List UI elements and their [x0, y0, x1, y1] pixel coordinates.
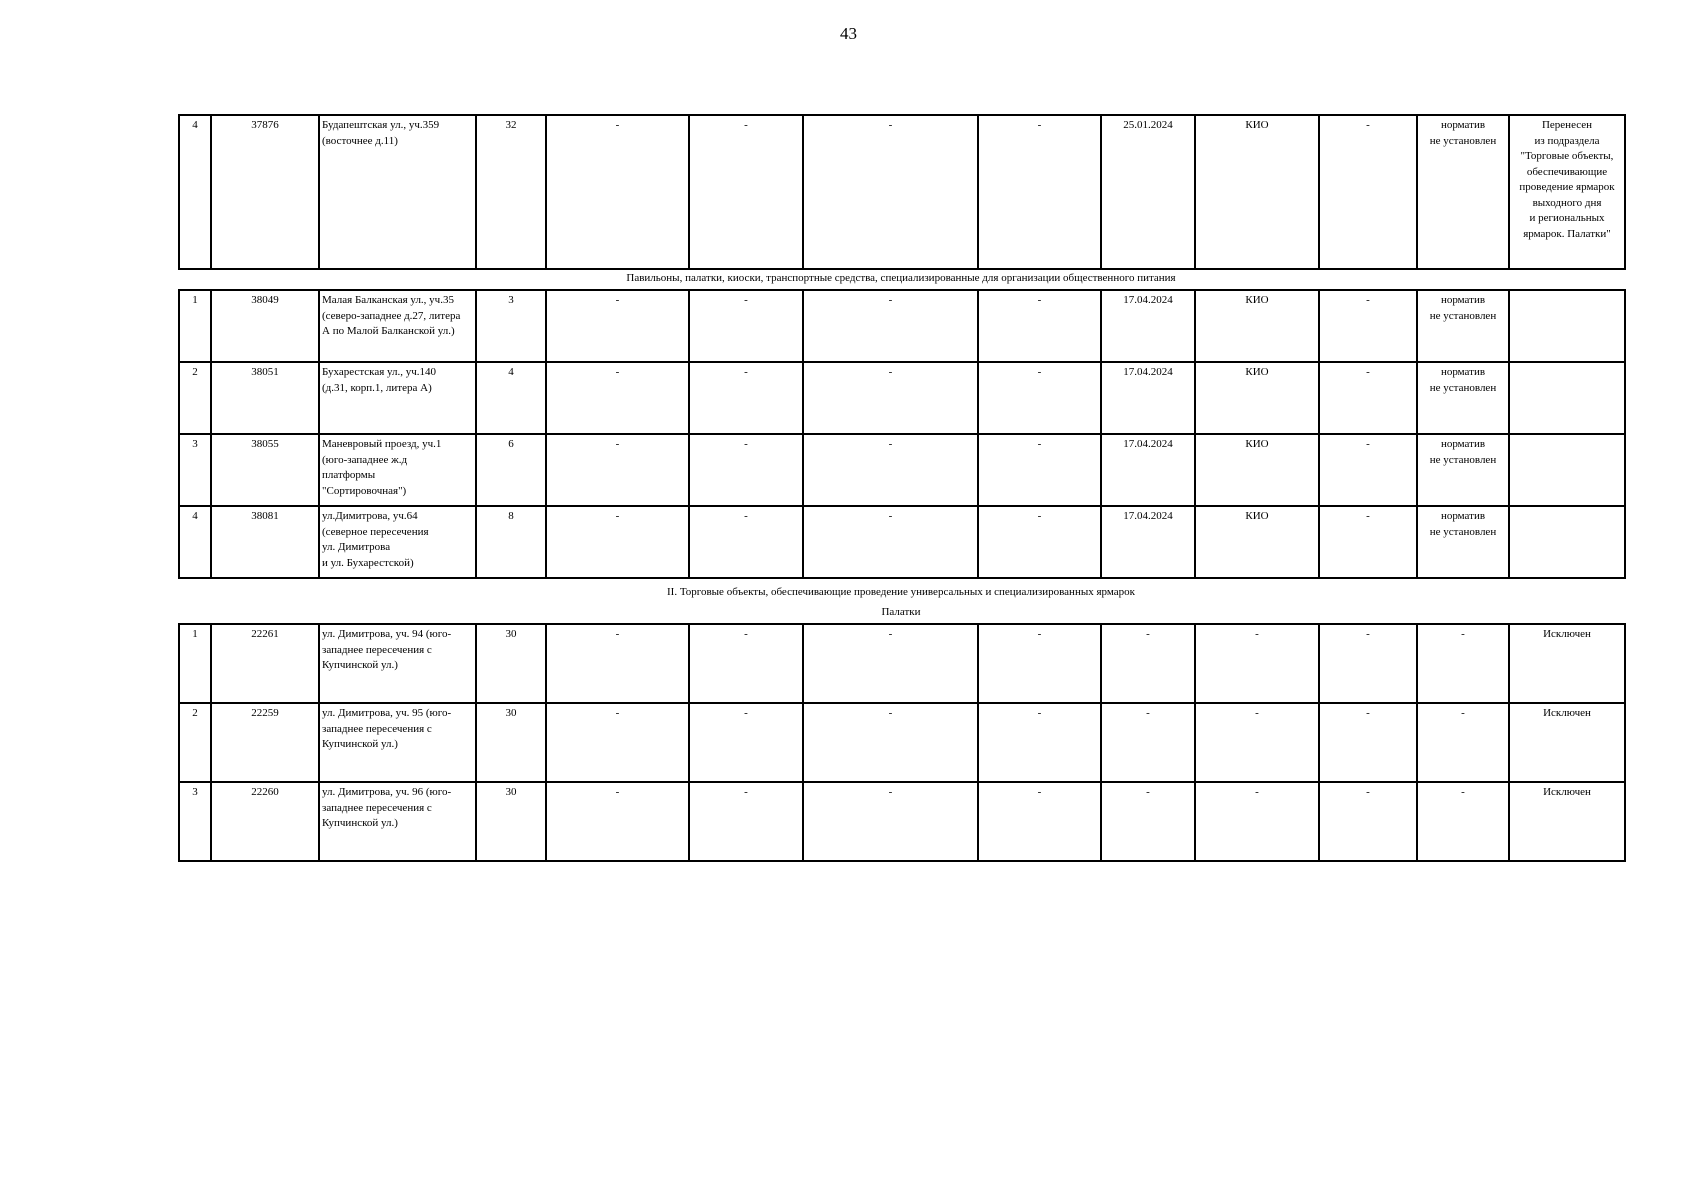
cell-norm-status: -: [1417, 703, 1509, 782]
cell-quantity: 30: [476, 624, 546, 703]
cell-date: -: [1101, 624, 1195, 703]
cell-quantity: 3: [476, 290, 546, 362]
cell-col-7: -: [803, 115, 978, 269]
cell-row-number: 4: [179, 506, 211, 578]
cell-col-6: -: [689, 362, 803, 434]
section-caption-fairs: II. Торговые объекты, обеспечивающие проведение универсальных и специализированных ярмарок: [667, 586, 1135, 598]
cell-col-5: -: [546, 782, 689, 861]
table-row: [179, 290, 1625, 362]
cell-address: ул. Димитрова, уч. 94 (юго- западнее пересечения с Купчинской ул.): [319, 624, 476, 703]
cell-organization: -: [1195, 703, 1319, 782]
cell-col-7: -: [803, 624, 978, 703]
cell-col-7: -: [803, 703, 978, 782]
cell-quantity: 4: [476, 362, 546, 434]
cell-note: Исключен: [1509, 782, 1625, 861]
table-row: [179, 624, 1625, 703]
table-section-catering: [178, 289, 1626, 579]
cell-norm-status: -: [1417, 782, 1509, 861]
cell-note: Исключен: [1509, 703, 1625, 782]
cell-object-id: 22259: [211, 703, 319, 782]
cell-organization: КИО: [1195, 506, 1319, 578]
cell-address: ул. Димитрова, уч. 95 (юго- западнее пересечения с Купчинской ул.): [319, 703, 476, 782]
table-row: [179, 782, 1625, 861]
cell-address: Бухарестская ул., уч.140 (д.31, корп.1, литера А): [319, 362, 476, 434]
cell-organization: КИО: [1195, 362, 1319, 434]
cell-organization: КИО: [1195, 434, 1319, 506]
cell-note: [1509, 362, 1625, 434]
cell-quantity: 30: [476, 782, 546, 861]
cell-organization: -: [1195, 624, 1319, 703]
cell-quantity: 32: [476, 115, 546, 269]
cell-norm-status: норматив не установлен: [1417, 362, 1509, 434]
cell-col-5: -: [546, 624, 689, 703]
cell-row-number: 1: [179, 290, 211, 362]
cell-col-11: -: [1319, 434, 1417, 506]
cell-row-number: 3: [179, 782, 211, 861]
cell-date: 17.04.2024: [1101, 434, 1195, 506]
cell-col-7: -: [803, 782, 978, 861]
cell-col-8: -: [978, 115, 1101, 269]
cell-note: Исключен: [1509, 624, 1625, 703]
cell-quantity: 6: [476, 434, 546, 506]
subsection-caption-tents: Палатки: [881, 606, 921, 618]
cell-row-number: 4: [179, 115, 211, 269]
cell-col-11: -: [1319, 703, 1417, 782]
cell-col-11: -: [1319, 115, 1417, 269]
cell-note: [1509, 506, 1625, 578]
cell-col-7: -: [803, 362, 978, 434]
cell-date: 25.01.2024: [1101, 115, 1195, 269]
cell-object-id: 38055: [211, 434, 319, 506]
cell-quantity: 30: [476, 703, 546, 782]
cell-norm-status: норматив не установлен: [1417, 506, 1509, 578]
cell-date: 17.04.2024: [1101, 506, 1195, 578]
table-row: [179, 362, 1625, 434]
cell-col-8: -: [978, 782, 1101, 861]
cell-col-8: -: [978, 362, 1101, 434]
cell-col-5: -: [546, 362, 689, 434]
cell-col-7: -: [803, 506, 978, 578]
cell-col-11: -: [1319, 624, 1417, 703]
cell-norm-status: норматив не установлен: [1417, 434, 1509, 506]
cell-col-8: -: [978, 290, 1101, 362]
cell-col-7: -: [803, 434, 978, 506]
cell-row-number: 2: [179, 703, 211, 782]
section-caption-catering: Павильоны, палатки, киоски, транспортные средства, специализированные для организации общественного питания: [626, 272, 1176, 284]
cell-date: -: [1101, 782, 1195, 861]
cell-address: ул. Димитрова, уч. 96 (юго- западнее пересечения с Купчинской ул.): [319, 782, 476, 861]
table-row: [179, 506, 1625, 578]
cell-norm-status: норматив не установлен: [1417, 290, 1509, 362]
cell-col-5: -: [546, 290, 689, 362]
cell-note: Перенесен из подраздела "Торговые объекты, обеспечивающие проведение ярмарок выходного дня и региональных ярмарок. Палатки": [1509, 115, 1625, 269]
cell-norm-status: -: [1417, 624, 1509, 703]
cell-col-8: -: [978, 624, 1101, 703]
table-row: [179, 434, 1625, 506]
cell-row-number: 2: [179, 362, 211, 434]
cell-object-id: 38081: [211, 506, 319, 578]
cell-row-number: 3: [179, 434, 211, 506]
cell-organization: КИО: [1195, 115, 1319, 269]
table-section-transferred: [178, 114, 1626, 270]
cell-date: -: [1101, 703, 1195, 782]
cell-col-6: -: [689, 115, 803, 269]
cell-col-6: -: [689, 434, 803, 506]
cell-object-id: 38051: [211, 362, 319, 434]
cell-address: Маневровый проезд, уч.1 (юго-западнее ж.д платформы "Сортировочная"): [319, 434, 476, 506]
table-row: [179, 703, 1625, 782]
cell-col-6: -: [689, 703, 803, 782]
cell-col-8: -: [978, 506, 1101, 578]
page-number: 43: [840, 24, 857, 43]
cell-col-6: -: [689, 290, 803, 362]
cell-object-id: 22261: [211, 624, 319, 703]
table-row: [179, 115, 1625, 269]
cell-col-5: -: [546, 703, 689, 782]
cell-col-7: -: [803, 290, 978, 362]
cell-col-11: -: [1319, 290, 1417, 362]
cell-object-id: 37876: [211, 115, 319, 269]
cell-col-6: -: [689, 782, 803, 861]
cell-col-11: -: [1319, 506, 1417, 578]
cell-date: 17.04.2024: [1101, 290, 1195, 362]
cell-row-number: 1: [179, 624, 211, 703]
cell-date: 17.04.2024: [1101, 362, 1195, 434]
cell-address: Малая Балканская ул., уч.35 (северо-западнее д.27, литера А по Малой Балканской ул.): [319, 290, 476, 362]
cell-col-11: -: [1319, 782, 1417, 861]
cell-col-5: -: [546, 115, 689, 269]
table-section-fairs-tents: [178, 623, 1626, 862]
cell-object-id: 22260: [211, 782, 319, 861]
cell-col-8: -: [978, 703, 1101, 782]
cell-organization: КИО: [1195, 290, 1319, 362]
cell-col-6: -: [689, 624, 803, 703]
cell-object-id: 38049: [211, 290, 319, 362]
cell-col-5: -: [546, 506, 689, 578]
cell-note: [1509, 290, 1625, 362]
cell-col-11: -: [1319, 362, 1417, 434]
cell-quantity: 8: [476, 506, 546, 578]
cell-col-5: -: [546, 434, 689, 506]
cell-address: ул.Димитрова, уч.64 (северное пересечения ул. Димитрова и ул. Бухарестской): [319, 506, 476, 578]
cell-address: Будапештская ул., уч.359 (восточнее д.11): [319, 115, 476, 269]
cell-col-6: -: [689, 506, 803, 578]
cell-organization: -: [1195, 782, 1319, 861]
cell-note: [1509, 434, 1625, 506]
cell-norm-status: норматив не установлен: [1417, 115, 1509, 269]
cell-col-8: -: [978, 434, 1101, 506]
